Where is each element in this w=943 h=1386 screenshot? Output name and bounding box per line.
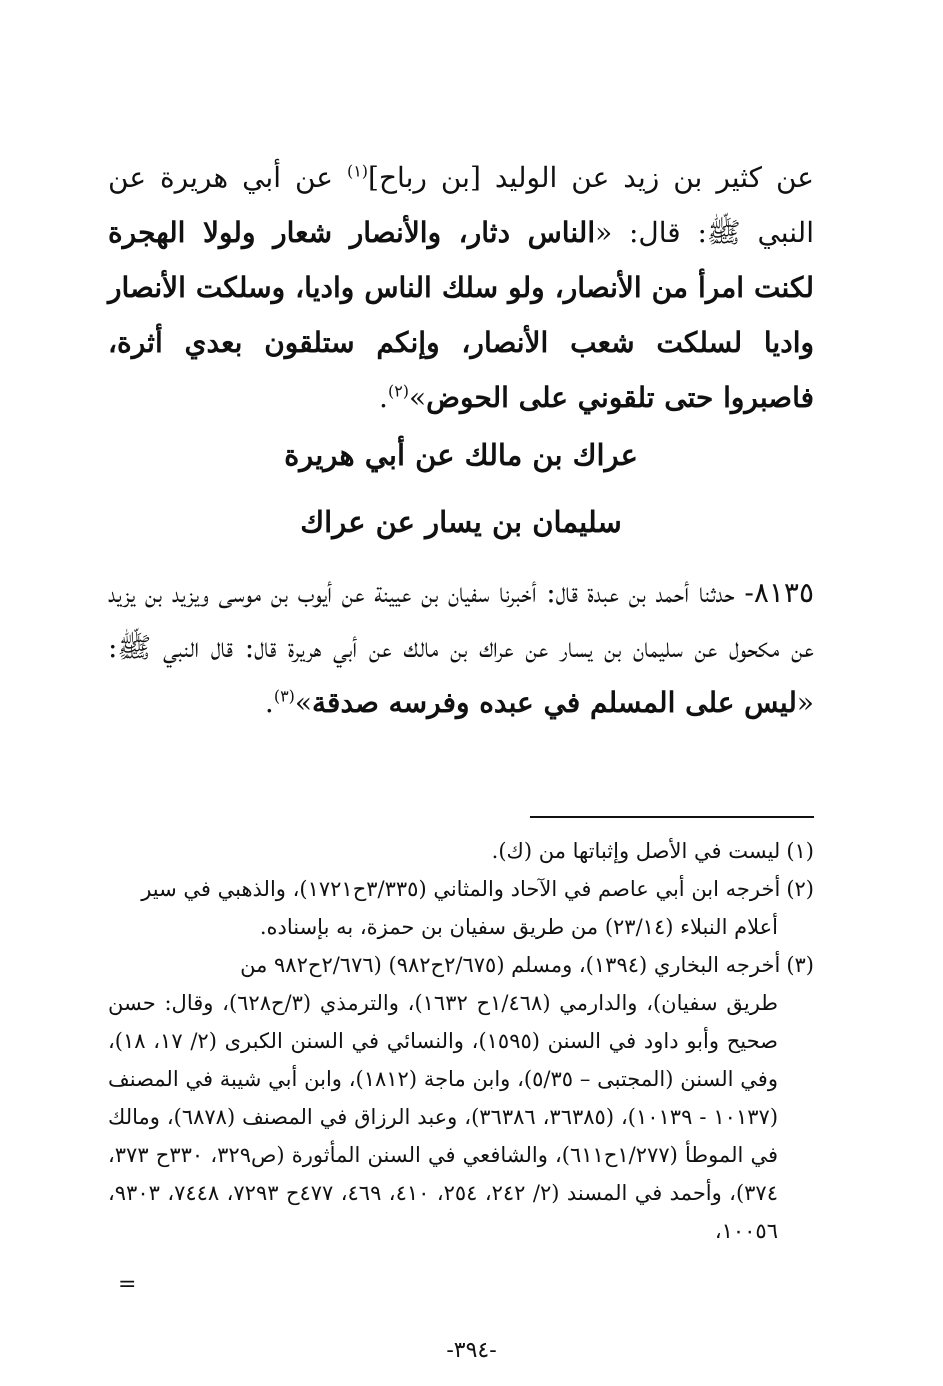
subsection-heading: سليمان بن يسار عن عراك [300,505,622,539]
footnote [108,832,814,870]
footnote-divider [530,816,814,818]
period: . [379,381,388,414]
footnote-number: (٣) [786,953,814,977]
hadith-text: ليس على المسلم في عبده وفرسه صدقة [312,686,797,719]
hadith-paragraph [108,565,814,730]
top-paragraph [108,150,814,425]
hadith-text: الناس دثار، والأنصار شعار ولولا الهجرة لكنت امرأ من الأنصار، ولو سلك الناس واديا، وسلكت الأنصار واديا لسلكت شعب الأنصار، وإنكم ستلقون بعدي أثرة، فاصبروا حتى تلقوني على الحوض [108,216,814,414]
footnote-continuation: أعلام النبلاء (٢٣/١٤) من طريق سفيان بن حمزة، به بإسناده. [259,915,778,939]
text: قال: « [595,216,681,249]
footnote-number: (١) [786,839,814,863]
footnote [108,946,814,984]
footnote-text: أخرجه ابن أبي عاصم في الآحاد والمثاني (٣/٣٣٥ح١٧٢١)، والذهبي في سير [141,877,781,901]
footnote-text: أخرجه البخاري (١٣٩٤)، ومسلم (٢/٦٧٥ح٩٨٢) (٢/٦٧٦ح٩٨٢ من [240,953,781,977]
text: عن كثير بن زيد عن الوليد [بن رباح] [368,161,814,194]
footnote-ref: (١) [346,161,369,181]
quote-close: » [409,381,427,414]
section-heading: عراك بن مالك عن أبي هريرة [284,438,638,472]
continuation-mark: = [118,1272,137,1297]
footnote-ref: (٢) [387,381,410,401]
footnote-number: (٢) [786,877,814,901]
footnote [108,870,814,908]
hadith-number: ٨١٣٥- [744,576,814,609]
footnote-continuation: طريق سفيان)، والدارمي (١/٤٦٨ح ١٦٣٢)، والترمذي (٣/ح٦٢٨)، وقال: حسن صحيح وأبو داود في السنن (١٥٩٥)، والنسائي في السنن الكبرى (٢/ ١٧، ١٨)، وفي السنن (المجتبى – ٥/٣٥)، وابن ماجة (١٨١٢)، وابن أبي شيبة في المصنف (١٠١٣٧ - ١٠١٣٩)، (٣٦٣٨٥، ٣٦٣٨٦)، وعبد الرزاق في المصنف (٦٨٧٨)، ومالك في الموطأ (١/٢٧٧ح٦١١)، والشافعي في السنن المأثورة (ص٣٢٩، ٣٣٠ح ٣٧٣، ٣٧٤)، وأحمد في المسند (٢/ ٢٤٢، ٢٥٤، ٤١٠، ٤٦٩، ٤٧٧ح ٧٢٩٣، ٧٤٤٨، ٩٣٠٣، ١٠٠٥٦، [108,991,779,1243]
footnote-text: ليست في الأصل وإثباتها من (ك). [491,839,781,863]
page-number: -٣٩٤- [446,1338,497,1363]
text: حدثنا أحمد بن عبدة قال: أخبرنا سفيان بن عيينة عن أيوب بن موسى ويزيد بن يزيد عن مكحول عن سليمان بن يسار عن عراك بن مالك عن أبي هريرة قال: قال النبي ﷺ: « [108,576,814,719]
text: عن أبي هريرة عن النبي ﷺ: [108,161,814,249]
quote-close: » [294,686,313,719]
footnotes [108,832,814,1250]
period: . [264,686,274,719]
footnote-ref: (٣) [273,686,295,706]
